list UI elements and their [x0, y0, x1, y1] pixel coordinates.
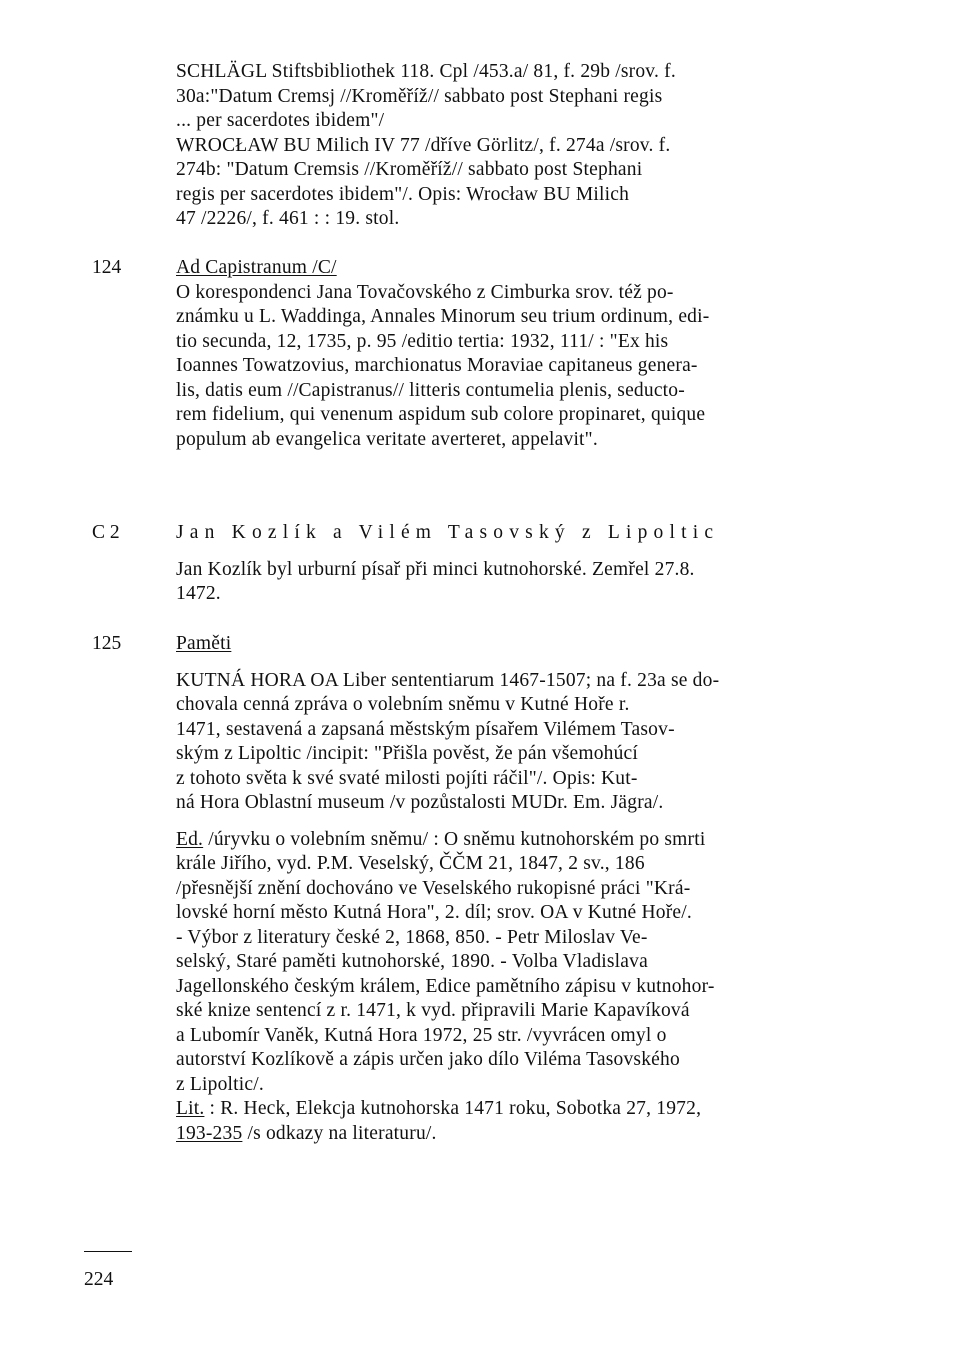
text-line: KUTNÁ HORA OA Liber sententiarum 1467-1507; na f. 23a se do- — [176, 669, 720, 691]
text-line: regis per sacerdotes ibidem"/. Opis: Wrocław BU Milich — [176, 183, 630, 205]
text-line: 1472. — [176, 583, 221, 604]
text-fragment: : R. Heck, Elekcja kutnohorska 1471 roku, Sobotka 27, 1972, — [204, 1098, 702, 1119]
text-line: 1471, sestavená a zapsaná městským písařem Vilémem Tasov- — [176, 718, 675, 740]
entry-heading: Paměti — [176, 633, 232, 654]
entry-number-124: 124 — [92, 257, 122, 278]
text-line: ... per sacerdotes ibidem"/ — [176, 110, 385, 131]
section-number-c2: C 2 — [92, 522, 120, 543]
text-line: z Lipoltic/. — [176, 1073, 264, 1095]
text-line: z tohoto světa k své svaté milosti pojíti ráčil"/. Opis: Kut- — [176, 767, 638, 789]
text-line: lis, datis eum //Capistranus// litteris contumelia plenis, seducto- — [176, 379, 685, 401]
text-line: známku u L. Waddinga, Annales Minorum seu trium ordinum, edi- — [176, 306, 710, 327]
text-line: tio secunda, 12, 1735, p. 95 /editio tertia: 1932, 111/ : "Ex his — [176, 330, 669, 352]
entry-125 — [176, 632, 876, 1146]
text-line: O korespondenci Jana Tovačovského z Cimburka srov. též po- — [176, 281, 674, 303]
text-line: rem fidelium, qui venenum aspidum sub colore propinaret, quique — [176, 404, 706, 425]
section-heading: Jan Kozlík a Vilém Tasovský z Lipoltic — [176, 522, 720, 543]
text-fragment: /s odkazy na literaturu/. — [242, 1122, 437, 1144]
literature-label: Lit. — [176, 1098, 205, 1119]
wroclaw-entry — [176, 134, 876, 232]
text-line: krále Jiřího, vyd. P.M. Veselský, ČČM 21, 1847, 2 sv., 186 — [176, 853, 645, 874]
text-line: Jagellonského českým králem, Edice pamětního zápisu v kutnohor- — [176, 975, 715, 997]
text-line: a Lubomír Vaněk, Kutná Hora 1972, 25 str. /vyvrácen omyl o — [176, 1024, 667, 1046]
entry-124 — [176, 256, 876, 452]
text-line: ské knize sentencí z r. 1471, k vyd. připravili Marie Kapavíková — [176, 1000, 690, 1021]
text-line: lovské horní město Kutná Hora", 2. díl; srov. OA v Kutné Hoře/. — [176, 902, 692, 923]
text-line: /přesnější znění dochováno ve Veselského rukopisné práci "Krá- — [176, 877, 691, 899]
text-line: WROCŁAW BU Milich IV 77 /dříve Görlitz/, f. 274a /srov. f. — [176, 134, 671, 156]
text-line: populum ab evangelica veritate averteret, appelavit". — [176, 428, 598, 450]
text-line: chovala cenná zpráva o volebním sněmu v Kutné Hoře r. — [176, 694, 630, 715]
page-range: 193-235 — [176, 1122, 243, 1144]
page-number-rule — [84, 1251, 132, 1252]
text-line: ským z Lipoltic /incipit: "Přišla pověst, že pán všemohúcí — [176, 743, 639, 764]
text-line: 274b: "Datum Cremsis //Kroměříž// sabbato post Stephani — [176, 159, 643, 180]
text-line: 30a:"Datum Cremsj //Kroměříž// sabbato post Stephani regis — [176, 85, 663, 107]
text-line: 47 /2226/, f. 461 : : 19. stol. — [176, 208, 400, 229]
text-line: SCHLÄGL Stiftsbibliothek 118. Cpl /453.a/ 81, f. 29b /srov. f. — [176, 61, 676, 82]
text-line: Jan Kozlík byl urburní písař při minci kutnohorské. Zemřel 27.8. — [176, 558, 695, 580]
literature-block — [176, 1097, 876, 1146]
entry-heading: Ad Capistranum /C/ — [176, 257, 337, 278]
text-fragment: /úryvku o volebním sněmu/ : O sněmu kutnohorském po smrti — [203, 828, 706, 850]
literature-second-line — [176, 1122, 876, 1147]
text-line: Ioannes Towatzovius, marchionatus Moraviae capitaneus genera- — [176, 355, 698, 376]
text-line: ná Hora Oblastní museum /v pozůstalosti MUDr. Em. Jägra/. — [176, 792, 664, 813]
page-number: 224 — [84, 1269, 114, 1290]
editions-label: Ed. — [176, 828, 204, 850]
literature-first-line — [176, 1097, 876, 1122]
text-line: selský, Staré paměti kutnohorské, 1890. - Volba Vladislava — [176, 951, 648, 972]
kutna-hora-source — [176, 669, 876, 816]
entry-number-125: 125 — [92, 633, 122, 654]
editions-first-line — [176, 828, 876, 853]
editions-block — [176, 828, 876, 1098]
text-line: autorství Kozlíkově a zápis určen jako dílo Viléma Tasovského — [176, 1049, 680, 1070]
section-c2 — [176, 521, 876, 607]
schlagl-entry — [176, 60, 876, 134]
manuscript-sources-block — [176, 60, 876, 232]
text-line: - Výbor z literatury české 2, 1868, 850. - Petr Miloslav Ve- — [176, 926, 648, 948]
